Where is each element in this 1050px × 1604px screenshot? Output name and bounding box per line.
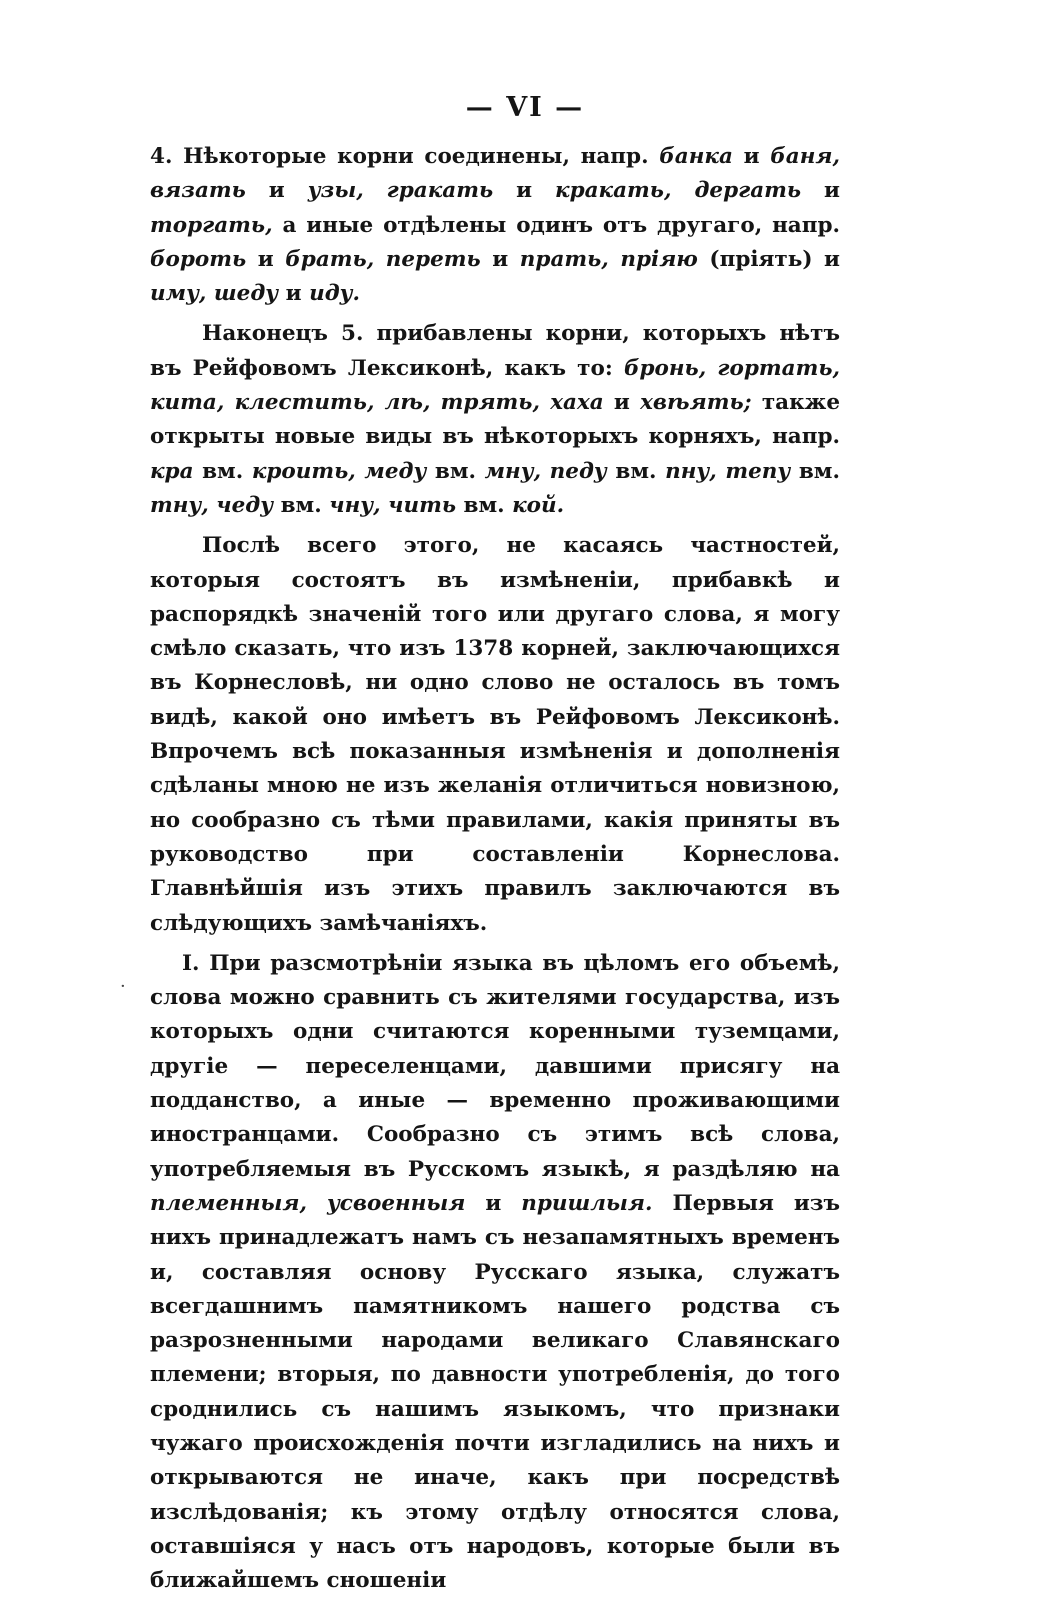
text-run: вм.: [426, 458, 485, 484]
italic-word: бороть: [150, 246, 247, 272]
text-run: и: [801, 178, 840, 204]
italic-word: племенныя, усвоенныя: [150, 1190, 466, 1216]
paragraph-4: [150, 947, 840, 1599]
text-run: I. При разсмотрѣніи языка въ цѣломъ его объемѣ, слова можно сравнить съ жителями государства, изъ которыхъ одни считаются коренными туземцами, другіе — переселенцами, давшими присягу на подданство, а иные — временно проживающими иностранцами. Сообразно съ этимъ всѣ слова, употребляемыя въ Русскомъ языкѣ, я раздѣляю на: [150, 950, 840, 1182]
italic-word: иду.: [309, 281, 360, 307]
margin-mark: ·: [120, 976, 126, 997]
text-run: и: [245, 178, 308, 204]
paragraph-3: [150, 529, 840, 941]
italic-word: пришлыя.: [521, 1190, 653, 1216]
text-run: и: [732, 144, 771, 169]
text-run: вм.: [456, 492, 513, 518]
text-run: вм.: [273, 492, 330, 518]
italic-word: бронь, гортать, кита, клестить, лѣ, трять, хаха: [150, 355, 840, 416]
text-run: и: [603, 390, 641, 416]
italic-word: узы, гракать: [307, 178, 494, 204]
text-run: Наконецъ 5. прибавлены корни, которыхъ нѣтъ въ Рейфовомъ Лексиконѣ, какъ то:: [150, 321, 840, 381]
text-run: вм.: [606, 458, 666, 484]
italic-word: торгать,: [150, 212, 273, 238]
text-run: Послѣ всего этого, не касаясь частностей, которыя состоятъ въ измѣненіи, прибавкѣ и распорядкѣ значеній того или другаго слова, я могу смѣло сказать, что изъ 1378 корней, заключающихся въ Корнесловѣ, ни одно слово не осталось въ томъ видѣ, какой оно имѣетъ въ Рейфовомъ Лексиконѣ. Впрочемъ всѣ показанныя измѣненія и дополненія сдѣланы мною не изъ желанія отличиться новизною, но сообразно съ тѣми правилами, какія приняты въ руководство при составленіи Корнеслова. Главнѣйшія изъ этихъ правилъ заключаются въ слѣдующихъ замѣчаніяхъ.: [150, 533, 840, 936]
text-run: Первыя изъ нихъ принадлежатъ намъ съ незапамятныхъ временъ и, составляя основу Русскаго языка, служатъ всегдашнимъ памятникомъ нашего родства съ разрозненными народами великаго Славянскаго племени; вторыя, по давности употребленія, до того сроднились съ нашимъ языкомъ, что признаки чужаго происхожденія почти изгладились на нихъ и открываются не иначе, какъ при посредствѣ изслѣдованія; къ этому отдѣлу относятся слова, оставшіяся у насъ отъ народовъ, которые были въ ближайшемъ сношеніи: [150, 1190, 841, 1594]
italic-word: прать, пріяю: [519, 246, 698, 272]
text-run: и: [493, 178, 556, 204]
text-run: вм.: [790, 458, 840, 484]
italic-word: кра: [150, 458, 194, 484]
italic-word: пну, тепу: [665, 458, 791, 484]
text-run: и: [278, 281, 310, 307]
text-run: 4. Нѣкоторые корни соединены, напр.: [150, 144, 660, 169]
italic-word: брать, переть: [285, 246, 481, 272]
text-run: (пріять) и: [697, 246, 840, 272]
italic-word: баня, вязать: [150, 144, 840, 204]
italic-word: хвѣять;: [640, 390, 752, 416]
text-run: и: [465, 1190, 522, 1216]
italic-word: кракать, дергать: [555, 178, 802, 204]
text-run: и: [246, 246, 286, 272]
italic-word: тну, чеду: [150, 492, 274, 518]
italic-word: чну, чить: [329, 492, 457, 518]
italic-word: кроить, меду: [251, 458, 427, 484]
text-run: а иные отдѣлены одинъ отъ другаго, напр.: [272, 212, 840, 238]
text-run: также открыты новые виды въ нѣкоторыхъ корняхъ, напр.: [150, 390, 841, 450]
italic-word: мну, педу: [484, 458, 607, 484]
italic-word: банка: [659, 144, 733, 169]
paragraph-2: [150, 317, 840, 523]
paragraph-1: [150, 140, 840, 311]
text-run: вм.: [193, 458, 252, 484]
italic-word: иму, шеду: [150, 281, 279, 307]
text-run: и: [480, 246, 520, 272]
page-body: [150, 140, 840, 1604]
italic-word: кой.: [512, 492, 565, 518]
page-number: — VI —: [465, 92, 585, 123]
